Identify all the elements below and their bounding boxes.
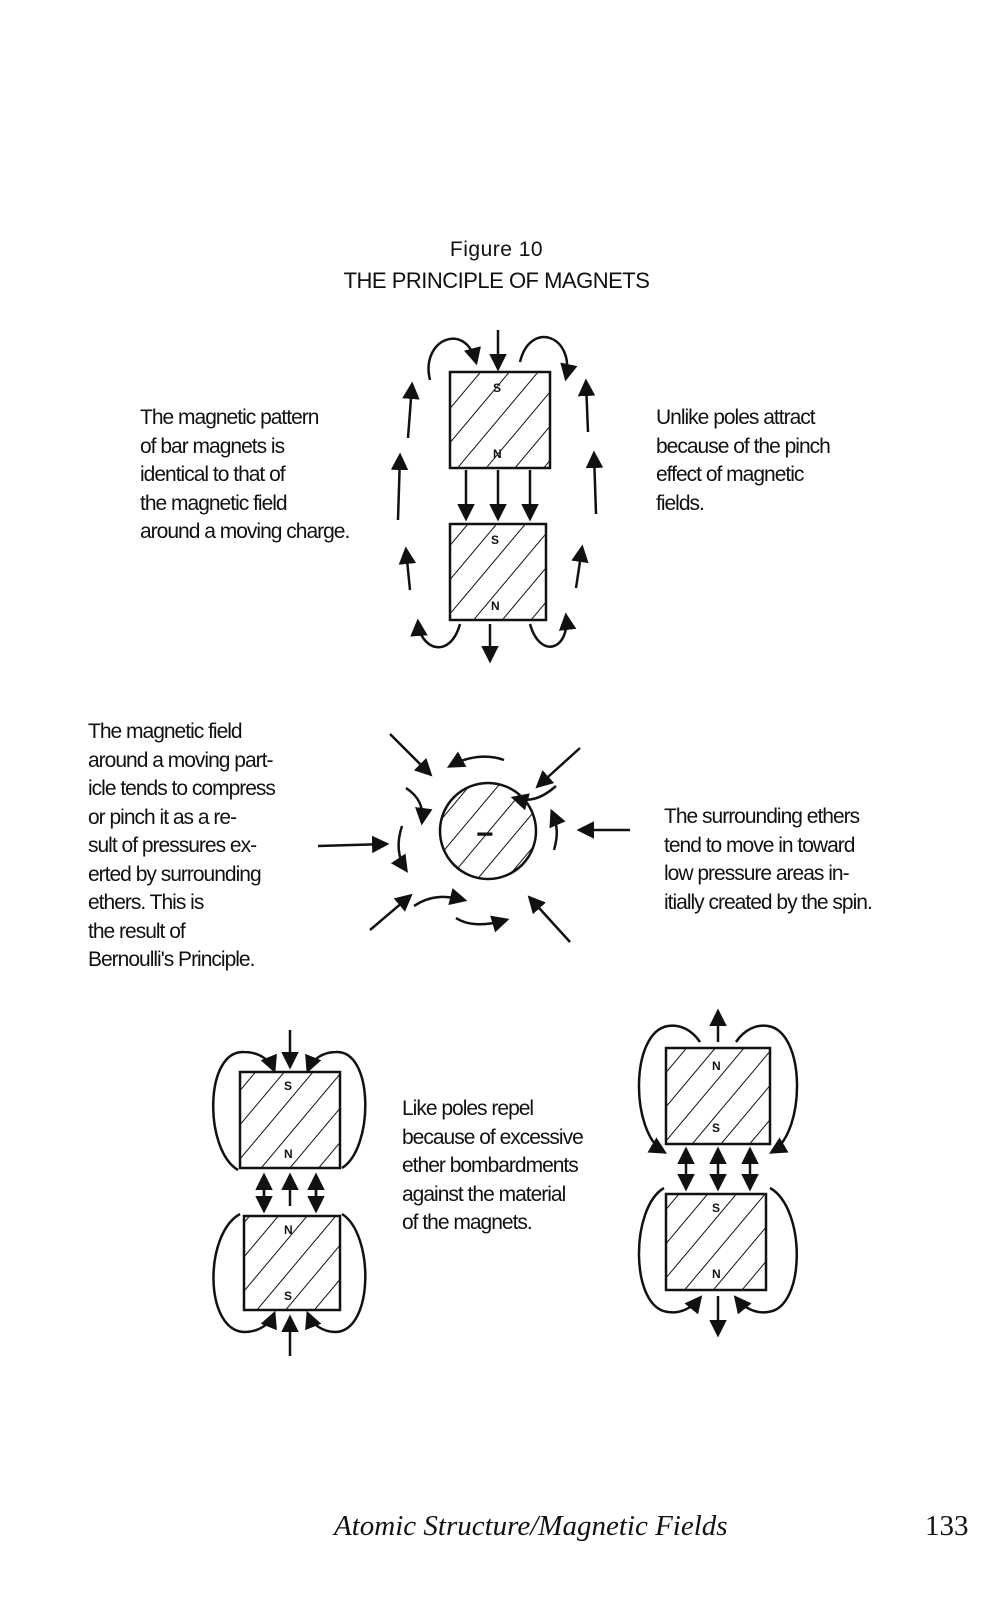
unlike-poles-caption: Unlike poles attract because of the pinch effect of magnetic fields.: [656, 406, 830, 515]
repel-right-diagram: [630, 1012, 810, 1348]
figure-number: Figure 10: [449, 238, 544, 261]
surrounding-ethers-caption: The surrounding ethers tend to move in toward low pressure areas in- itially created by the spin.: [664, 805, 872, 914]
particle-diagram: [318, 726, 638, 956]
page-number: 133: [925, 1510, 969, 1542]
repel-left-diagram: [204, 1030, 374, 1360]
bottom-magnet-pole-bottom: N: [491, 599, 500, 613]
right-bottom-pole-top: S: [712, 1201, 721, 1215]
like-poles-caption: Like poles repel because of excessive ether bombardments against the material of the magnets.: [402, 1097, 583, 1234]
running-footer-title: Atomic Structure/Magnetic Fields: [334, 1510, 728, 1542]
left-top-pole-top: S: [284, 1079, 293, 1093]
top-magnet-pole-top: S: [493, 381, 502, 395]
left-bottom-pole-bottom: S: [284, 1289, 293, 1303]
particle-charge-sign: −: [476, 818, 494, 851]
left-top-pole-bottom: N: [284, 1147, 293, 1161]
right-bottom-pole-bottom: N: [712, 1267, 721, 1281]
particle-field-caption: The magnetic field around a moving part- icle tends to compress or pinch it as a re- sult of pressures ex- erted by surrounding ethers. This is the result of Bernoulli's Principle.: [88, 720, 275, 971]
right-top-pole-top: N: [712, 1059, 721, 1073]
right-top-pole-bottom: S: [712, 1121, 721, 1135]
bottom-magnet-pole-top: S: [491, 533, 500, 547]
bar-pattern-caption: The magnetic pattern of bar magnets is identical to that of the magnetic field around a moving charge.: [140, 406, 350, 543]
attract-magnets-diagram: [380, 320, 620, 680]
left-bottom-pole-top: N: [284, 1223, 293, 1237]
top-magnet-pole-bottom: N: [493, 447, 502, 461]
figure-title: THE PRINCIPLE OF MAGNETS: [343, 268, 650, 293]
